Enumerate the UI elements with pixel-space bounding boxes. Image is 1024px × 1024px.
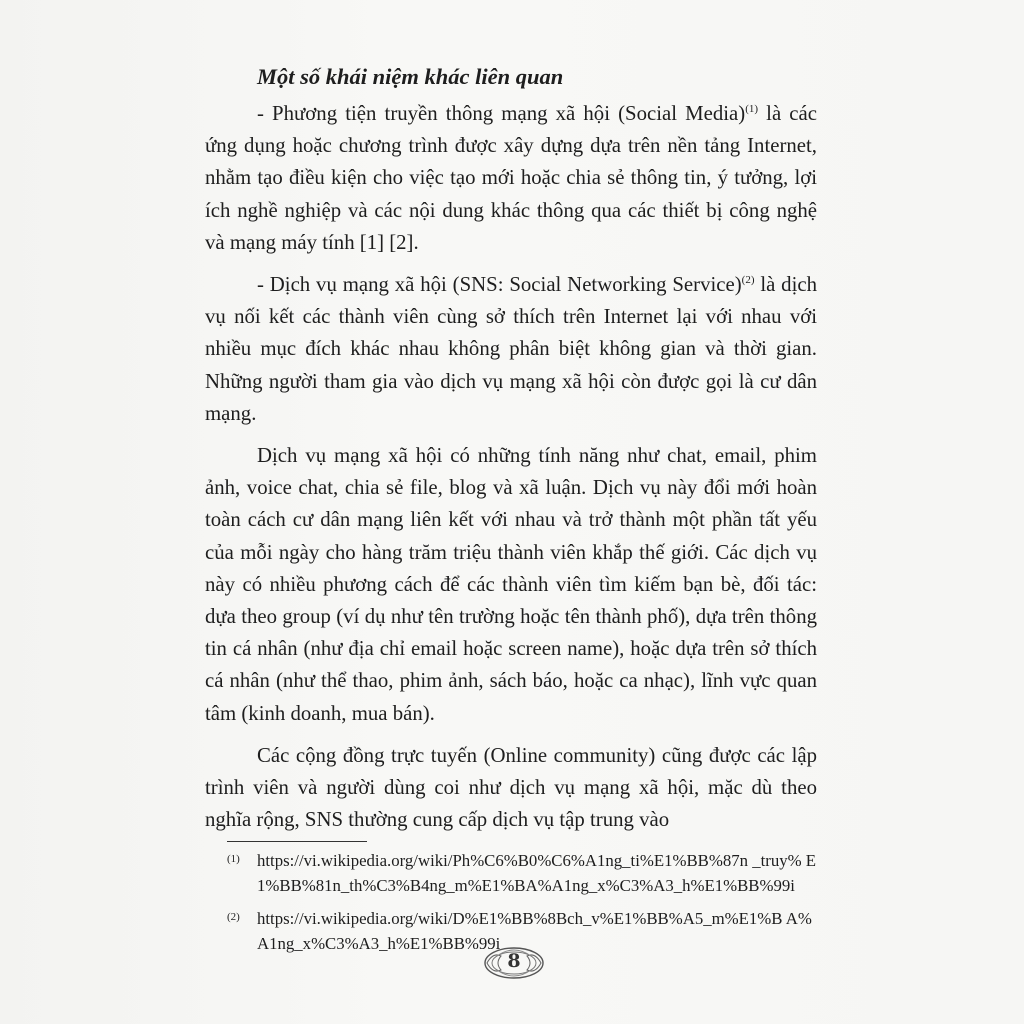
section-heading: Một số khái niệm khác liên quan (257, 64, 564, 89)
paragraph-sns (205, 269, 817, 430)
footnote-2-mark: (2) (227, 911, 240, 924)
page-content (205, 60, 817, 956)
footnote-1-mark: (1) (227, 853, 240, 866)
page-number: 8 (507, 950, 521, 972)
paragraph-features: Dịch vụ mạng xã hội có những tính năng như chat, email, phim ảnh, voice chat, chia sẻ file, blog và xã luận. Dịch vụ này đổi mới hoàn toàn cách cư dân mạng liên kết với nhau và trở thành một phần tất yếu của mỗi ngày cho hàng trăm triệu thành viên khắp thế giới. Các dịch vụ này có nhiều phương cách để các thành viên tìm kiếm bạn bè, đối tác: dựa theo group (ví dụ như tên trường hoặc tên thành phố), dựa trên thông tin cá nhân (như địa chỉ email hoặc screen name), hoặc dựa trên sở thích cá nhân (như thể thao, phim ảnh, sách báo, hoặc ca nhạc), lĩnh vực quan tâm (kinh doanh, mua bán). (205, 444, 817, 725)
paragraph-social-media (205, 98, 817, 259)
footnote-2-url: https://vi.wikipedia.org/wiki/D%E1%BB%8Bch_v%E1%BB%A5_m%E1%B A%A1ng_x%C3%A3_h%E1%BB%99i (257, 909, 812, 954)
footnote-1 (227, 848, 817, 898)
paragraph-social-media-rest: là các ứng dụng hoặc chương trình được xây dựng dựa trên nền tảng Internet, nhằm tạo điều kiện cho việc tạo mới hoặc chia sẻ thông tin, ý tưởng, lợi ích nghề nghiệp và các nội dung khác thông qua các thiết bị công nghệ và mạng máy tính [1] [2]. (205, 102, 817, 254)
page-number-ornament (483, 944, 545, 982)
paragraph-sns-lead: - Dịch vụ mạng xã hội (SNS: Social Networking Service) (257, 273, 742, 297)
paragraph-social-media-lead: - Phương tiện truyền thông mạng xã hội (Social Media) (257, 102, 746, 125)
footnote-divider (227, 841, 367, 842)
footnote-1-url: https://vi.wikipedia.org/wiki/Ph%C6%B0%C6%A1ng_ti%E1%BB%87n _truy% E1%BB%81n_th%C3%B4ng_m%E1%BA%A1ng_x%C3%A3_h%E1%BB%99i (257, 851, 817, 896)
paragraph-sns-rest: là dịch vụ nối kết các thành viên cùng sở thích trên Internet lại với nhau với nhiều mục đích khác nhau không phân biệt không gian và thời gian. Những người tham gia vào dịch vụ mạng xã hội còn được gọi là cư dân mạng. (205, 273, 817, 425)
footnote-ref-2: (2) (741, 274, 755, 287)
footnote-ref-1: (1) (745, 103, 759, 116)
paragraph-online-community: Các cộng đồng trực tuyến (Online community) cũng được các lập trình viên và người dùng coi như dịch vụ mạng xã hội, mặc dù theo nghĩa rộng, SNS thường cung cấp dịch vụ tập trung vào (205, 743, 817, 832)
